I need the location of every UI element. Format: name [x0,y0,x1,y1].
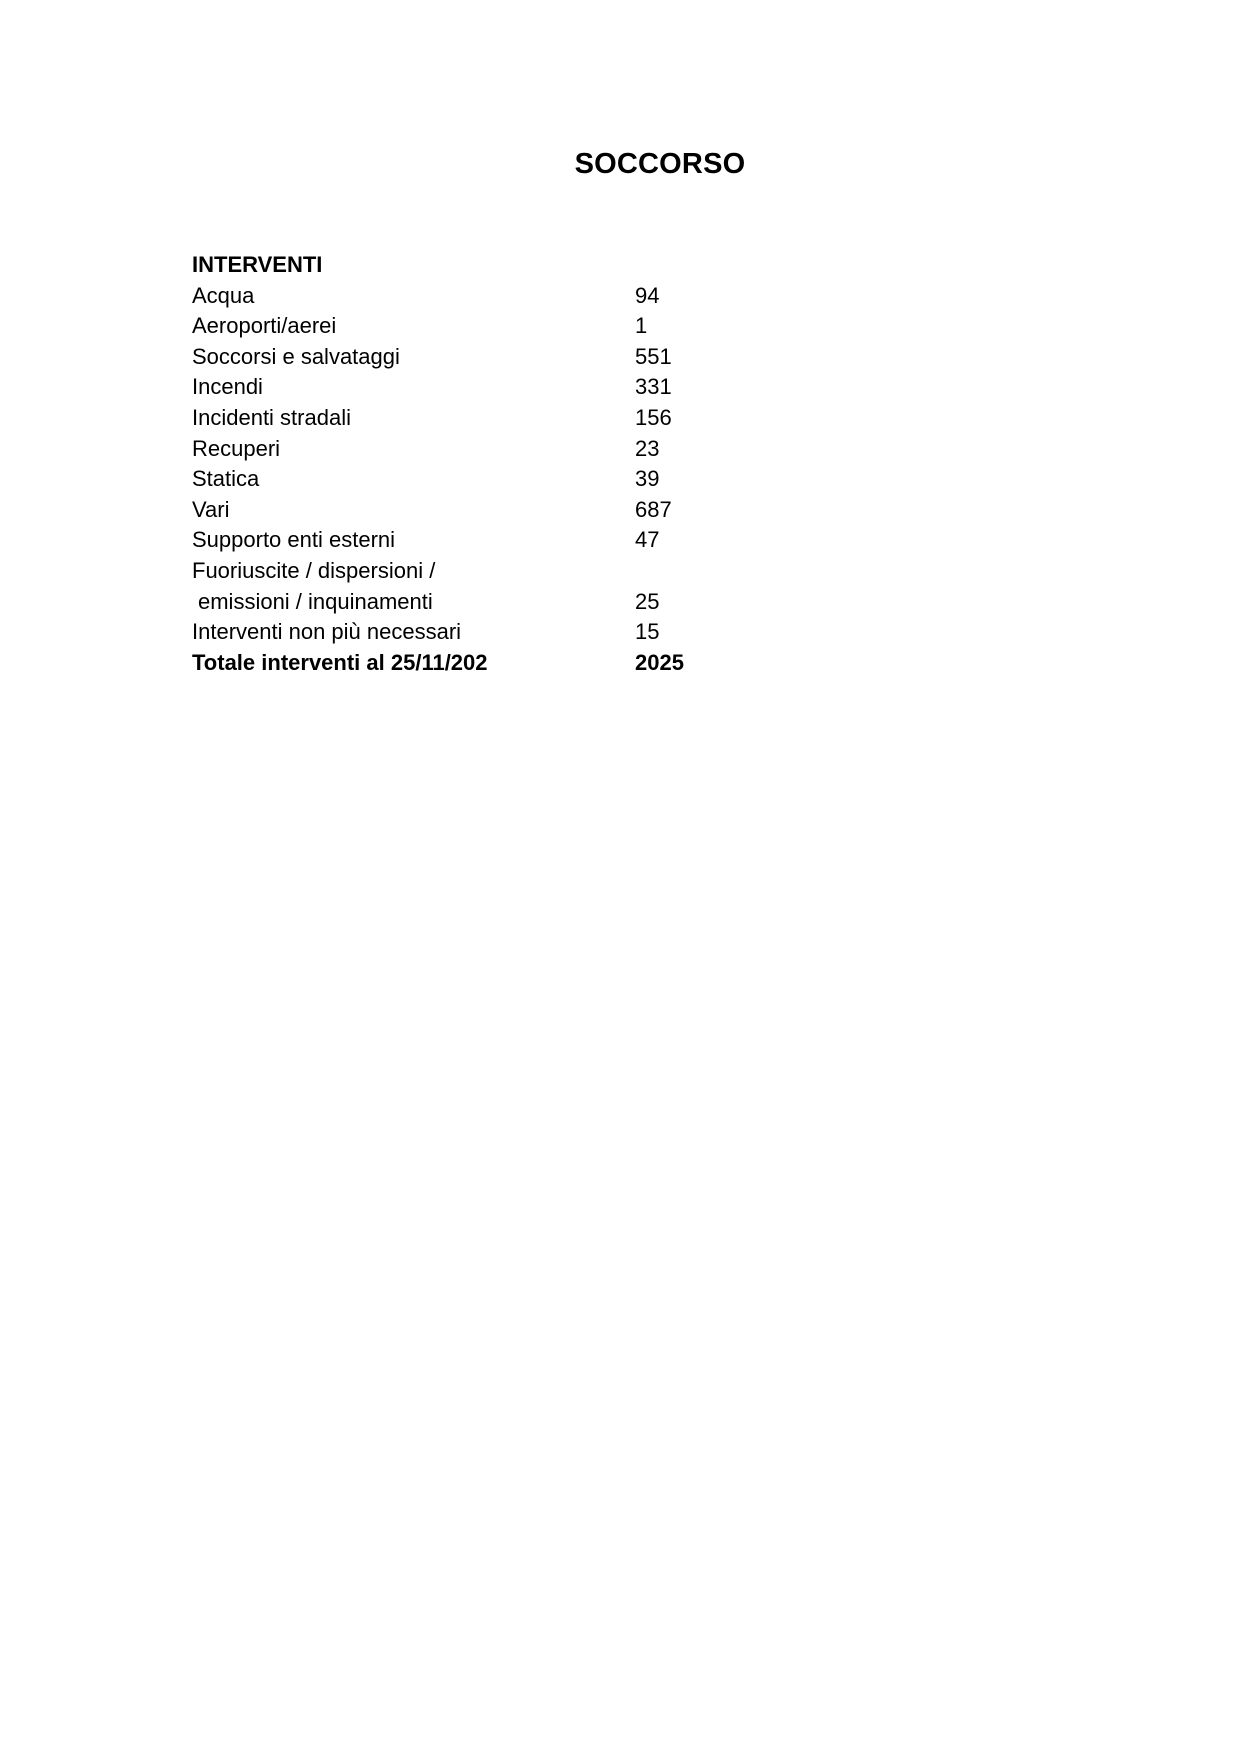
row-label: Recuperi [192,435,281,461]
row-value: 1 [635,313,648,339]
table-row [192,525,812,556]
row-label: Fuoriuscite / dispersioni / [192,557,436,583]
section-header: INTERVENTI [192,252,323,277]
row-label: Incendi [192,374,263,400]
row-label-continuation [192,587,433,618]
row-value: 331 [635,374,672,400]
row-label: Statica [192,466,260,492]
row-label: Acqua [192,282,255,308]
row-value: 94 [635,282,660,308]
row-value: 25 [635,588,660,614]
total-value: 2025 [635,649,684,675]
table-row [192,372,812,403]
row-label: Aeroporti/aerei [192,313,337,339]
table-row [192,403,812,434]
row-value: 687 [635,496,672,522]
total-label: Totale interventi al 25/11/202 [192,649,488,675]
row-value: 47 [635,527,660,553]
section-header-row [192,250,812,281]
row-label: Soccorsi e salvataggi [192,343,400,369]
row-value: 39 [635,466,660,492]
row-label: Supporto enti esterni [192,527,396,553]
row-label-continuation-text: emissioni / inquinamenti [198,588,433,614]
row-label: Interventi non più necessari [192,619,462,645]
table-row [192,342,812,373]
row-value: 551 [635,343,672,369]
total-row [192,648,812,679]
row-value: 156 [635,404,672,430]
table-row [192,311,812,342]
row-label: Vari [192,496,230,522]
row-label: Incidenti stradali [192,404,351,430]
page-title: SOCCORSO [574,148,746,180]
table-row [192,617,812,648]
row-value: 15 [635,619,660,645]
table-row [192,495,812,526]
row-value: 23 [635,435,660,461]
table-row [192,434,812,465]
interventions-table [192,250,812,678]
table-row [192,464,812,495]
table-row-multiline-second [192,587,812,618]
table-row-multiline-first [192,556,812,587]
table-row [192,281,812,312]
